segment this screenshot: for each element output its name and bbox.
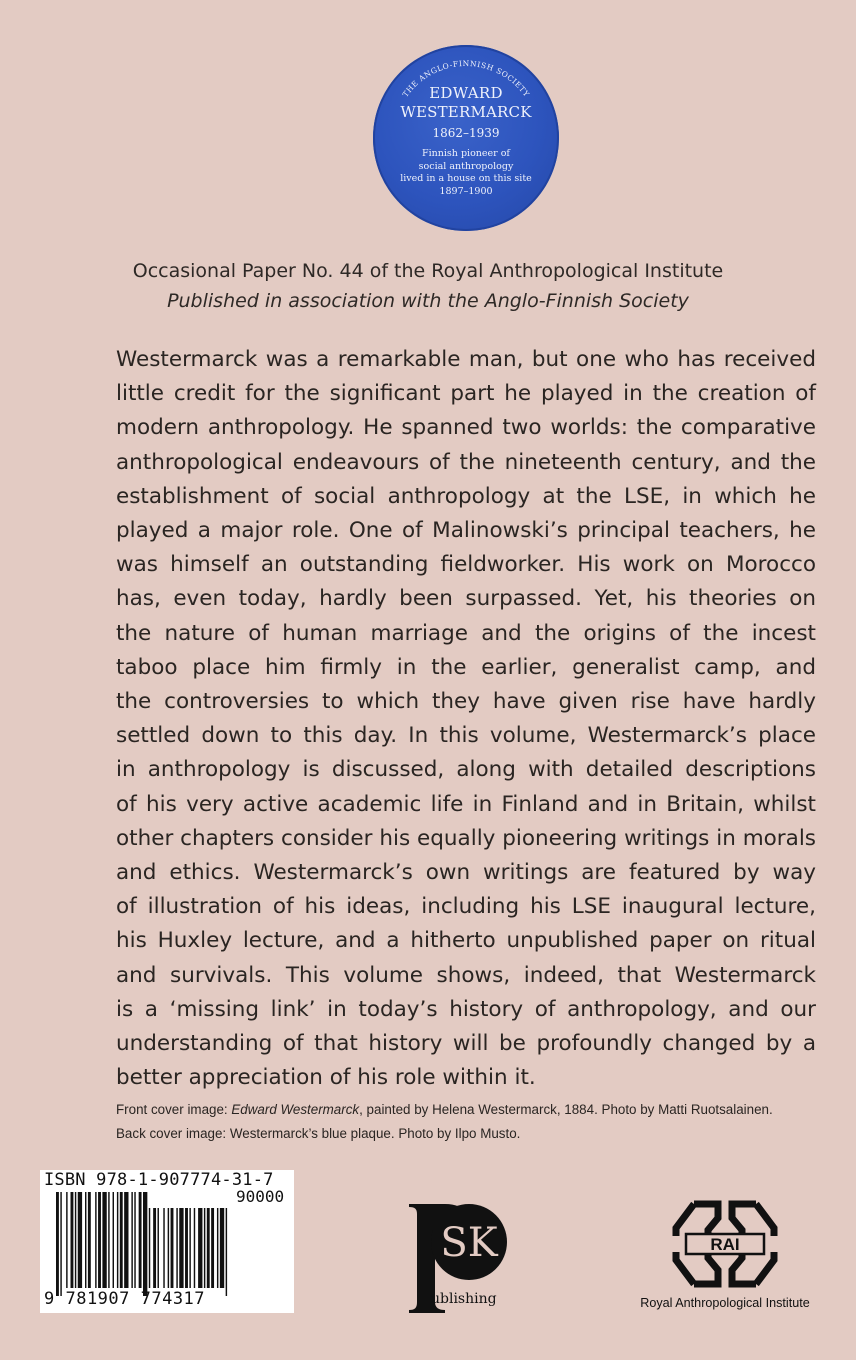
- series-info: [0, 256, 856, 316]
- blurb-line: played a major role. One of Malinowski’s principal teachers, he: [116, 518, 816, 544]
- plaque-desc-line: social anthropology: [418, 160, 514, 172]
- barcode-bar: [204, 1208, 205, 1288]
- barcode-bar: [139, 1192, 142, 1288]
- blurb-line: settled down to this day. In this volume, Westermarck’s place: [116, 723, 816, 749]
- barcode-bar: [189, 1208, 190, 1288]
- plaque-society: THE ANGLO-FINNISH SOCIETY: [400, 58, 532, 99]
- barcode-bar: [163, 1208, 164, 1288]
- front-credit-title: Edward Westermarck: [231, 1102, 360, 1117]
- blurb-line: little credit for the significant part he played in the creation of: [116, 381, 816, 407]
- barcode-bar: [179, 1208, 183, 1288]
- barcode-bar: [95, 1192, 96, 1288]
- blurb-line: was himself an outstanding fieldworker. His work on Morocco: [116, 552, 816, 578]
- barcode-bar: [143, 1192, 147, 1296]
- blurb-line: and ethics. Westermarck’s own writings are featured by way: [116, 860, 816, 886]
- barcode-bar: [124, 1192, 128, 1288]
- blurb-line: has, even today, hardly been surpassed. Yet, his theories on: [116, 586, 816, 612]
- image-credits: [116, 1098, 836, 1146]
- barcode-bar: [98, 1192, 101, 1288]
- blurb-line: of illustration of his ideas, including his LSE inaugural lecture,: [116, 894, 816, 920]
- price-addon: 90000: [236, 1187, 285, 1206]
- barcode-bar: [198, 1208, 202, 1288]
- barcode-bar: [117, 1192, 118, 1288]
- blurb-line: establishment of social anthropology at the LSE, in which he: [116, 483, 816, 509]
- barcode-bar: [113, 1192, 114, 1288]
- isbn-barcode: [40, 1170, 294, 1313]
- back-cover-blurb: [116, 343, 816, 1095]
- back-cover-credit: Back cover image: Westermarck’s blue plaque. Photo by Ilpo Musto.: [116, 1126, 521, 1141]
- blurb-line: understanding of that history will be profoundly changed by a: [116, 1031, 816, 1057]
- blurb-line: in anthropology is discussed, along with detailed descriptions: [116, 757, 816, 783]
- blurb-line: modern anthropology. He spanned two worlds: the comparative: [116, 415, 816, 441]
- rai-abbreviation: RAI: [710, 1235, 740, 1254]
- plaque-desc-line: 1897–1900: [439, 185, 493, 197]
- psk-letters: SK: [440, 1220, 498, 1266]
- association-line: Published in association with the Anglo-Finnish Society: [167, 290, 689, 312]
- plaque-dates: 1862–1939: [432, 126, 500, 140]
- barcode-bar: [120, 1192, 123, 1288]
- barcode-bar: [66, 1192, 67, 1288]
- barcode-bar: [131, 1192, 132, 1288]
- rai-logo: [664, 1196, 786, 1292]
- blurb-line: other chapters consider his equally pioneering writings in morals: [116, 825, 816, 851]
- barcode-bar: [134, 1192, 135, 1288]
- barcode-bar: [217, 1208, 218, 1288]
- blurb-line: anthropological endeavours of the nineteenth century, and the: [116, 449, 816, 475]
- barcode-bar: [78, 1192, 82, 1288]
- plaque-name-line1: EDWARD: [429, 84, 503, 102]
- barcode-bar: [158, 1208, 159, 1288]
- barcode-bar: [185, 1208, 188, 1288]
- publisher-name: ublishing: [431, 1291, 497, 1307]
- barcode-bar: [56, 1192, 59, 1296]
- barcode-bar: [226, 1208, 227, 1296]
- blurb-line: better appreciation of his role within it.: [116, 1065, 536, 1091]
- blurb-line: Westermarck was a remarkable man, but one who has received: [116, 347, 816, 372]
- blurb-line: the controversies to which they have given rise have hardly: [116, 689, 816, 715]
- blurb-line: the nature of human marriage and the origins of the incest: [116, 620, 816, 646]
- barcode-bar: [194, 1208, 195, 1288]
- barcode-bar: [220, 1208, 224, 1288]
- barcode-bar: [60, 1192, 61, 1296]
- isbn-number: ISBN 978-1-907774-31-7: [44, 1170, 274, 1190]
- blurb-line: of his very active academic life in Finland and in Britain, whilst: [116, 791, 816, 817]
- series-line: Occasional Paper No. 44 of the Royal Anthropological Institute: [132, 260, 724, 282]
- barcode-bar: [108, 1192, 109, 1288]
- barcode-bar: [88, 1192, 91, 1288]
- blue-plaque: [373, 45, 559, 231]
- barcode-bar: [71, 1192, 74, 1288]
- blurb-line: and survivals. This volume shows, indeed, that Westermarck: [116, 962, 816, 988]
- plaque-description: [373, 148, 559, 198]
- barcode-digits: 9 781907 774317: [44, 1289, 206, 1309]
- barcode-bar: [153, 1208, 156, 1288]
- barcode-bar: [211, 1208, 214, 1288]
- barcode-bar: [171, 1208, 174, 1288]
- institute-name: Royal Anthropological Institute: [640, 1296, 810, 1310]
- barcode-bar: [207, 1208, 210, 1288]
- blurb-line: is a ‘missing link’ in today’s history of anthropology, and our: [116, 996, 816, 1022]
- front-cover-credit: [116, 1098, 836, 1122]
- barcode-bar: [168, 1208, 169, 1288]
- plaque-desc-line: Finnish pioneer of: [422, 148, 510, 159]
- front-credit-rest: , painted by Helena Westermarck, 1884. Photo by Matti Ruotsalainen.: [359, 1102, 773, 1117]
- barcode-bar: [85, 1192, 86, 1288]
- barcode-bar: [75, 1192, 76, 1288]
- plaque-desc-line: lived in a house on this site: [400, 173, 532, 184]
- barcode-bar: [176, 1208, 177, 1288]
- blurb-line: taboo place him firmly in the earlier, generalist camp, and: [116, 654, 816, 680]
- barcode-bar: [149, 1208, 150, 1288]
- barcode-bar: [102, 1192, 106, 1288]
- blurb-line: his Huxley lecture, and a hitherto unpublished paper on ritual: [116, 928, 816, 954]
- front-credit-prefix: Front cover image:: [116, 1102, 232, 1117]
- plaque-name-line2: WESTERMARCK: [400, 103, 532, 121]
